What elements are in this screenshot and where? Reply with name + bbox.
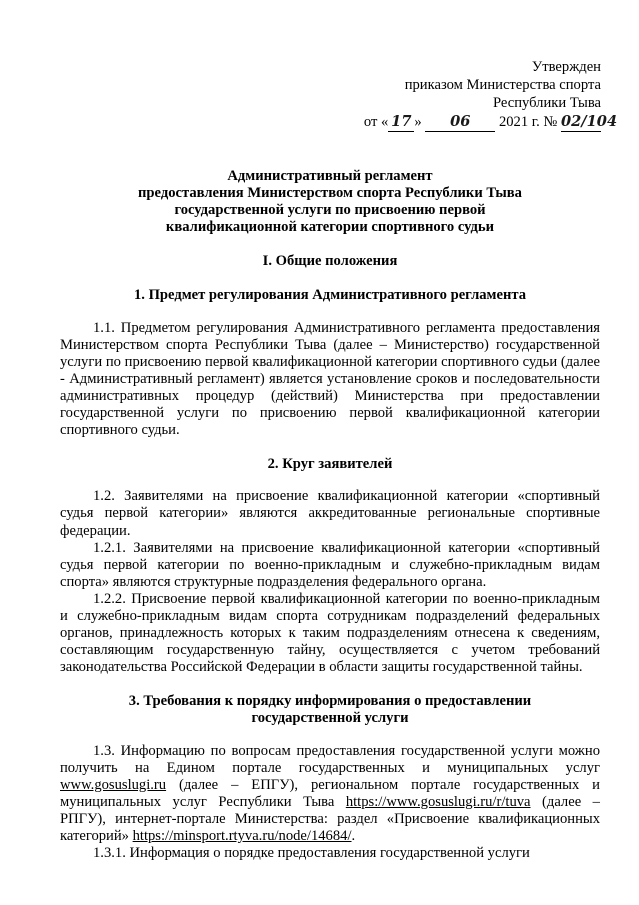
paragraph-1-2-2: 1.2.2. Присвоение первой квалификационной категории по военно-прикладным и служебно-прикладным видам спорта сотрудникам подразделений федеральных органов, принадлежность которых к таким подразделениям отнесена к сведениям, составляющим государственную тайну, осуществляется с учетом требований законодательства Российской Федерации в области защиты государственной тайны. [60,590,600,676]
paragraph-1-3-text-d: . [351,828,356,844]
subsection-heading-applicants: 2. Круг заявителей [267,456,393,473]
document-body [60,168,600,862]
paragraph-1-2-1: 1.2.1. Заявителями на присвоение квалификационной категории «спортивный судья первой категории по военно-прикладным и служебно-прикладным видам спорта» являются структурные подразделения федерального органа. [60,539,600,590]
title-line-4: квалификационной категории спортивного судьи [165,219,495,236]
paragraph-1-2: 1.2. Заявителями на присвоение квалификационной категории «спортивный судья первой категории» являются аккредитованные региональные спортивные федерации. [60,488,600,539]
paragraph-1-3-text-a: 1.3. Информацию по вопросам предоставления государственной услуги можно получить на Едином портале государственных и муниципальных услуг [60,742,600,776]
date-year: 2021 г. № [498,113,558,130]
paragraph-1-3 [60,743,600,846]
title-line-3: государственной услуги по присвоению первой [174,202,486,219]
approval-block [301,58,618,132]
approval-line-1: Утвержден [531,59,601,75]
link-gosuslugi[interactable]: www.gosuslugi.ru [60,776,167,793]
date-mid: » [414,113,422,130]
paragraph-1-3-text-c: (далее – РПГУ), интернет-портале Министерства: раздел «Присвоение квалификационных категорий» [60,793,600,844]
approval-line-3: Республики Тыва [492,95,601,112]
paragraph-1-3-1: 1.3.1. Информация о порядке предоставления государственной услуги [93,845,530,862]
link-gosuslugi-tuva[interactable]: https://www.gosuslugi.ru/r/tuva [345,793,531,810]
handwritten-order-number: 02/104 [561,113,601,132]
title-line-1: Административный регламент [227,168,433,184]
document-title [60,168,600,236]
info-heading-line-1: 3. Требования к порядку информирования о предоставлении [128,693,532,710]
info-heading-line-2: государственной услуги [251,710,409,727]
approval-date-line [301,112,618,132]
handwritten-month: 06 [425,113,495,132]
link-minsport[interactable]: https://minsport.rtyva.ru/node/14684/ [132,828,352,844]
subsection-heading-subject: 1. Предмет регулирования Административного регламента [133,287,527,304]
title-line-2: предоставления Министерством спорта Республики Тыва [138,185,522,202]
paragraph-1-1: 1.1. Предметом регулирования Административного регламента предоставления Министерством спорта Республики Тыва (далее – Министерство) государственной услуги по присвоению первой квалификационной категории спортивного судьи (далее - Административный регламент) является установление сроков и последовательности административных процедур (действий) Министерства при предоставлении государственной услуги по присвоению первой квалификационной категории спортивного судьи. [60,319,600,439]
handwritten-day: 17 [388,113,414,132]
paragraph-1-3-text-b: (далее – ЕПГУ), региональном портале государственных и муниципальных услуг Республики Тыва [60,776,600,810]
section-heading-general: I. Общие положения [262,253,398,270]
approval-line-2: приказом Министерства спорта [404,77,601,94]
subsection-heading-information [60,693,600,727]
date-prefix: от « [363,113,389,130]
